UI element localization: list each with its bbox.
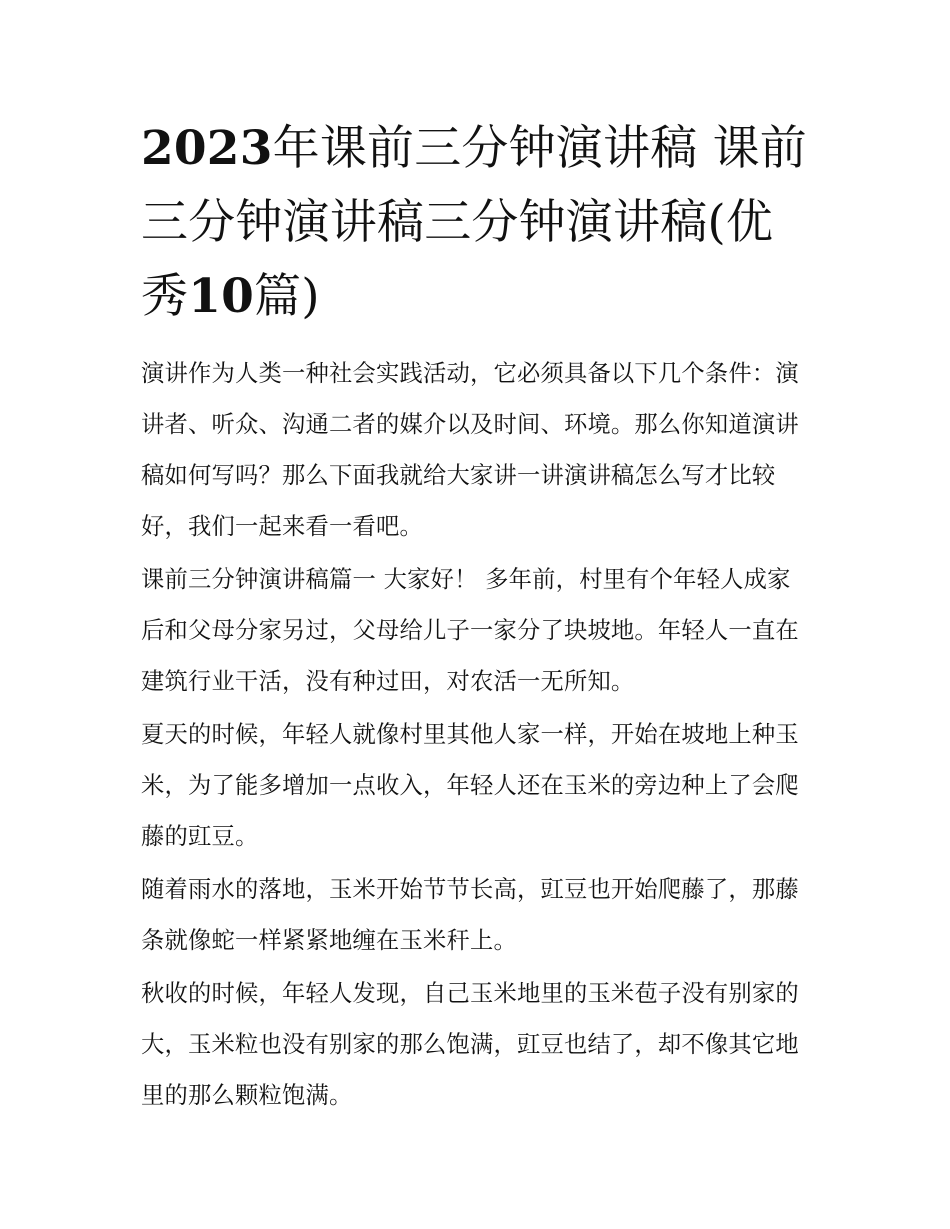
body-paragraph-4: 秋收的时候，年轻人发现，自己玉米地里的玉米苞子没有别家的大，玉米粒也没有别家的那么饱满，豇豆也结了，却不像其它地里的那么颗粒饱满。	[141, 980, 799, 1109]
body-paragraph-3: 随着雨水的落地，玉米开始节节长高，豇豆也开始爬藤了，那藤条就像蛇一样紧紧地缠在玉米秆上。	[141, 876, 799, 954]
document-title	[141, 112, 813, 334]
title-year: 2023	[141, 121, 273, 176]
title-count: 10	[188, 269, 255, 324]
title-text-part1: 年课前三分钟演讲稿 课前三分钟演讲稿三分钟演讲稿(优秀	[141, 121, 807, 324]
title-text-part2: 篇)	[254, 269, 320, 324]
document-content	[141, 112, 813, 1123]
body-paragraph-2: 夏天的时候，年轻人就像村里其他人家一样，开始在坡地上种玉米，为了能多增加一点收入，年轻人还在玉米的旁边种上了会爬藤的豇豆。	[141, 721, 799, 850]
intro-paragraph: 演讲作为人类一种社会实践活动，它必须具备以下几个条件：演讲者、听众、沟通二者的媒介以及时间、环境。那么你知道演讲稿如何写吗？那么下面我就给大家讲一讲演讲稿怎么写才比较好，我们一起来看一看吧。	[141, 360, 799, 540]
body-paragraph-1: 课前三分钟演讲稿篇一 大家好！ 多年前，村里有个年轻人成家后和父母分家另过，父母给儿子一家分了块坡地。年轻人一直在建筑行业干活，没有种过田，对农活一无所知。	[141, 566, 799, 695]
